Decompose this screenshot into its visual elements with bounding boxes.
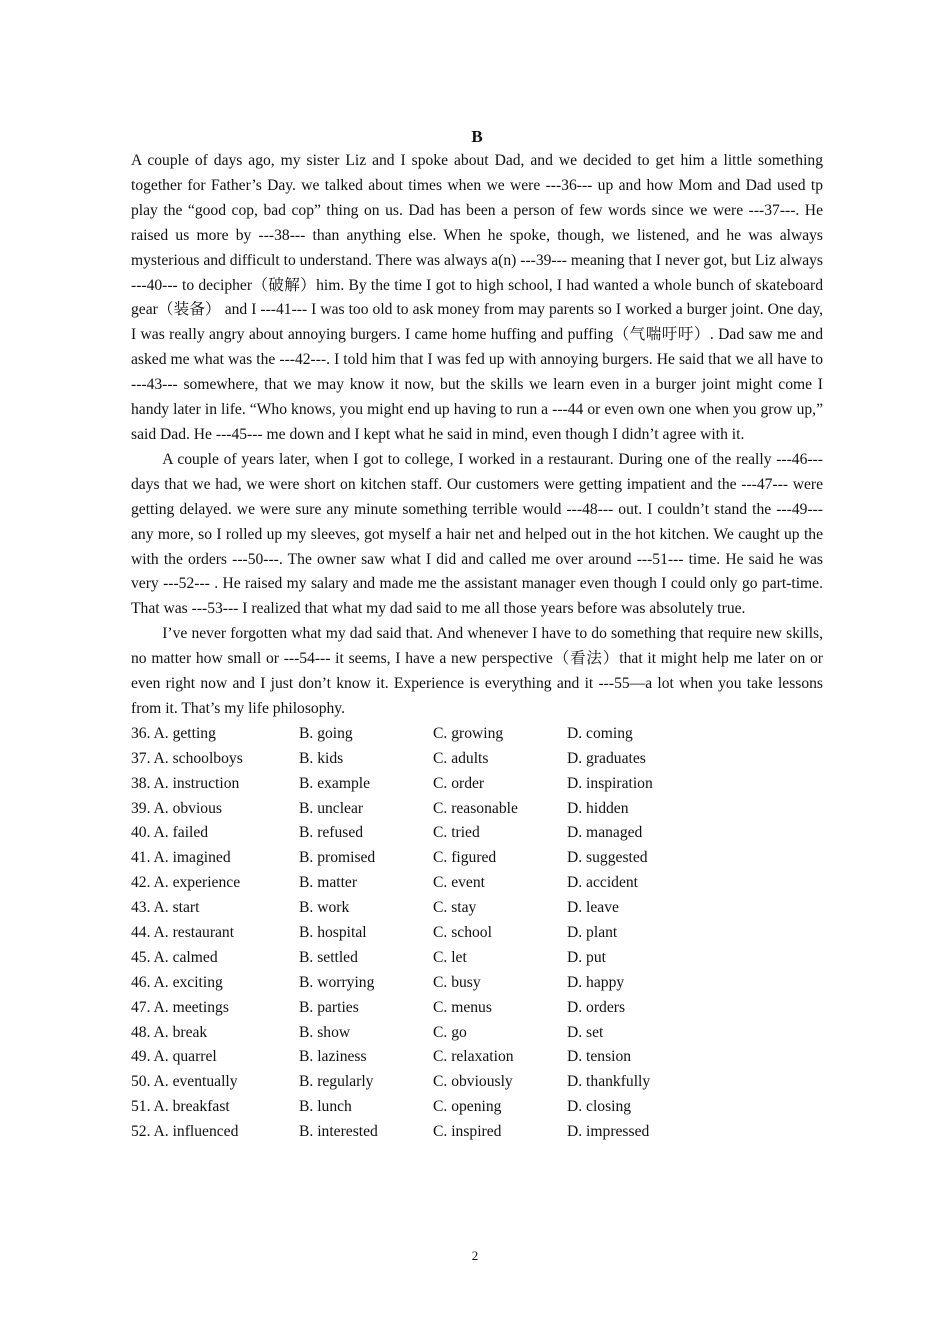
option-a: 42. A. experience bbox=[131, 874, 241, 892]
option-b: B. kids bbox=[299, 749, 344, 767]
option-d: D. managed bbox=[567, 824, 643, 842]
option-d: D. plant bbox=[567, 923, 618, 941]
question-options-row bbox=[131, 846, 823, 871]
option-d: D. thankfully bbox=[567, 1073, 651, 1091]
option-c: C. growing bbox=[433, 724, 504, 742]
option-d: D. inspiration bbox=[567, 774, 653, 792]
option-c: C. menus bbox=[433, 998, 492, 1016]
option-c: C. go bbox=[433, 1023, 467, 1041]
option-b: B. matter bbox=[299, 874, 358, 892]
option-b: B. interested bbox=[299, 1123, 378, 1141]
option-c: C. stay bbox=[433, 899, 477, 917]
option-d: D. happy bbox=[567, 973, 625, 991]
paragraph-1: A couple of days ago, my sister Liz and I spoke about Dad, and we decided to get him a little something together for Father’s Day. we talked about times when we were ---36--- up and how Mom and Dad used tp play the “good cop, bad cop” thing on us. Dad has been a person of few words since we were ---37---. He raised us more by ---38--- than anything else. When he spoke, though, we listened, and he was always mysterious and difficult to understand. There was always a(n) ---39--- meaning that I never got, but Liz always ---40--- to decipher（破解）him. By the time I got to high school, I had wanted a whole bunch of skateboard gear（装备） and I ---41--- I was too old to ask money from may parents so I worked a burger joint. One day, I was really angry about annoying burgers. I came home huffing and puffing（气喘吁吁）. Dad saw me and asked me what was the ---42---. I told him that I was fed up with annoying burgers. He said that we all have to ---43--- somewhere, that we may know it now, but the skills we learn even in a burger joint might come I handy later in life. “Who knows, you might end up having to run a ---44 or even own one when you grow up,” said Dad. He ---45--- me down and I kept what he said in mind, even though I didn’t agree with it. bbox=[131, 152, 823, 443]
question-options-row bbox=[131, 996, 823, 1021]
paragraph-3: I’ve never forgotten what my dad said that. And whenever I have to do something that require new skills, no matter how small or ---54--- it seems, I have a new perspective（看法）that it might help me later on or even right now and I just don’t know it. Experience is everything and it ---55—a lot when you take lessons from it. That’s my life philosophy. bbox=[131, 625, 823, 717]
cloze-passage bbox=[131, 149, 823, 722]
option-d: D. leave bbox=[567, 899, 619, 917]
option-a: 47. A. meetings bbox=[131, 998, 229, 1016]
option-a: 50. A. eventually bbox=[131, 1073, 238, 1091]
question-options-row bbox=[131, 1070, 823, 1095]
option-d: D. suggested bbox=[567, 849, 648, 867]
document-page bbox=[131, 124, 823, 1145]
option-c: C. let bbox=[433, 948, 467, 966]
option-a: 51. A. breakfast bbox=[131, 1098, 230, 1116]
option-a: 45. A. calmed bbox=[131, 948, 218, 966]
option-b: B. regularly bbox=[299, 1073, 374, 1091]
option-a: 38. A. instruction bbox=[131, 774, 240, 792]
option-c: C. opening bbox=[433, 1098, 502, 1116]
option-c: C. figured bbox=[433, 849, 497, 867]
option-b: B. settled bbox=[299, 948, 358, 966]
option-b: B. show bbox=[299, 1023, 351, 1041]
option-d: D. set bbox=[567, 1023, 604, 1041]
option-d: D. hidden bbox=[567, 799, 629, 817]
option-b: B. hospital bbox=[299, 923, 367, 941]
option-b: B. unclear bbox=[299, 799, 364, 817]
option-a: 37. A. schoolboys bbox=[131, 749, 243, 767]
option-c: C. school bbox=[433, 923, 492, 941]
option-d: D. tension bbox=[567, 1048, 632, 1066]
option-c: C. inspired bbox=[433, 1123, 502, 1141]
question-options-row bbox=[131, 1120, 823, 1145]
option-b: B. worrying bbox=[299, 973, 375, 991]
option-b: B. promised bbox=[299, 849, 376, 867]
question-options-row bbox=[131, 871, 823, 896]
question-options-row bbox=[131, 896, 823, 921]
option-b: B. work bbox=[299, 899, 350, 917]
option-c: C. adults bbox=[433, 749, 489, 767]
question-options-row bbox=[131, 921, 823, 946]
option-c: C. busy bbox=[433, 973, 481, 991]
option-a: 44. A. restaurant bbox=[131, 923, 235, 941]
option-b: B. lunch bbox=[299, 1098, 352, 1116]
option-a: 39. A. obvious bbox=[131, 799, 222, 817]
question-options-row bbox=[131, 1095, 823, 1120]
question-options-row bbox=[131, 797, 823, 822]
option-d: D. coming bbox=[567, 724, 633, 742]
question-options-row bbox=[131, 821, 823, 846]
option-b: B. refused bbox=[299, 824, 364, 842]
option-d: D. closing bbox=[567, 1098, 632, 1116]
option-c: C. relaxation bbox=[433, 1048, 514, 1066]
option-b: B. parties bbox=[299, 998, 359, 1016]
paragraph-2: A couple of years later, when I got to college, I worked in a restaurant. During one of the really ---46--- days that we had, we were short on kitchen staff. Our customers were getting impatient and the ---47--- were getting delayed. we were sure any minute something terrible would ---48--- out. I couldn’t stand the ---49--- any more, so I rolled up my sleeves, got myself a hair net and helped out in the hot kitchen. We caught up the with the orders ---50---. The owner saw what I did and called me over around ---51--- time. He said he was very ---52--- . He raised my salary and made me the assistant manager even though I could only go part-time. That was ---53--- I realized that what my dad said to me all those years before was absolutely true. bbox=[131, 450, 823, 618]
question-options-row bbox=[131, 946, 823, 971]
question-options-row bbox=[131, 772, 823, 797]
option-c: C. event bbox=[433, 874, 485, 892]
option-d: D. graduates bbox=[567, 749, 646, 767]
question-options-row bbox=[131, 722, 823, 747]
option-a: 40. A. failed bbox=[131, 824, 209, 842]
page-number: 2 bbox=[471, 1248, 479, 1263]
option-a: 52. A. influenced bbox=[131, 1123, 239, 1141]
question-options-row bbox=[131, 1021, 823, 1046]
option-a: 43. A. start bbox=[131, 899, 200, 917]
option-c: C. tried bbox=[433, 824, 480, 842]
option-d: D. impressed bbox=[567, 1123, 650, 1141]
option-b: B. laziness bbox=[299, 1048, 367, 1066]
question-options-row bbox=[131, 971, 823, 996]
option-a: 41. A. imagined bbox=[131, 849, 231, 867]
option-d: D. accident bbox=[567, 874, 639, 892]
option-d: D. orders bbox=[567, 998, 626, 1016]
section-title: B bbox=[471, 127, 483, 146]
option-a: 49. A. quarrel bbox=[131, 1048, 217, 1066]
answer-options-list bbox=[131, 722, 823, 1145]
option-b: B. example bbox=[299, 774, 371, 792]
option-a: 46. A. exciting bbox=[131, 973, 223, 991]
option-a: 48. A. break bbox=[131, 1023, 208, 1041]
option-c: C. reasonable bbox=[433, 799, 518, 817]
option-b: B. going bbox=[299, 724, 353, 742]
option-c: C. order bbox=[433, 774, 485, 792]
option-a: 36. A. getting bbox=[131, 724, 216, 742]
question-options-row bbox=[131, 1045, 823, 1070]
option-d: D. put bbox=[567, 948, 606, 966]
option-c: C. obviously bbox=[433, 1073, 513, 1091]
question-options-row bbox=[131, 747, 823, 772]
